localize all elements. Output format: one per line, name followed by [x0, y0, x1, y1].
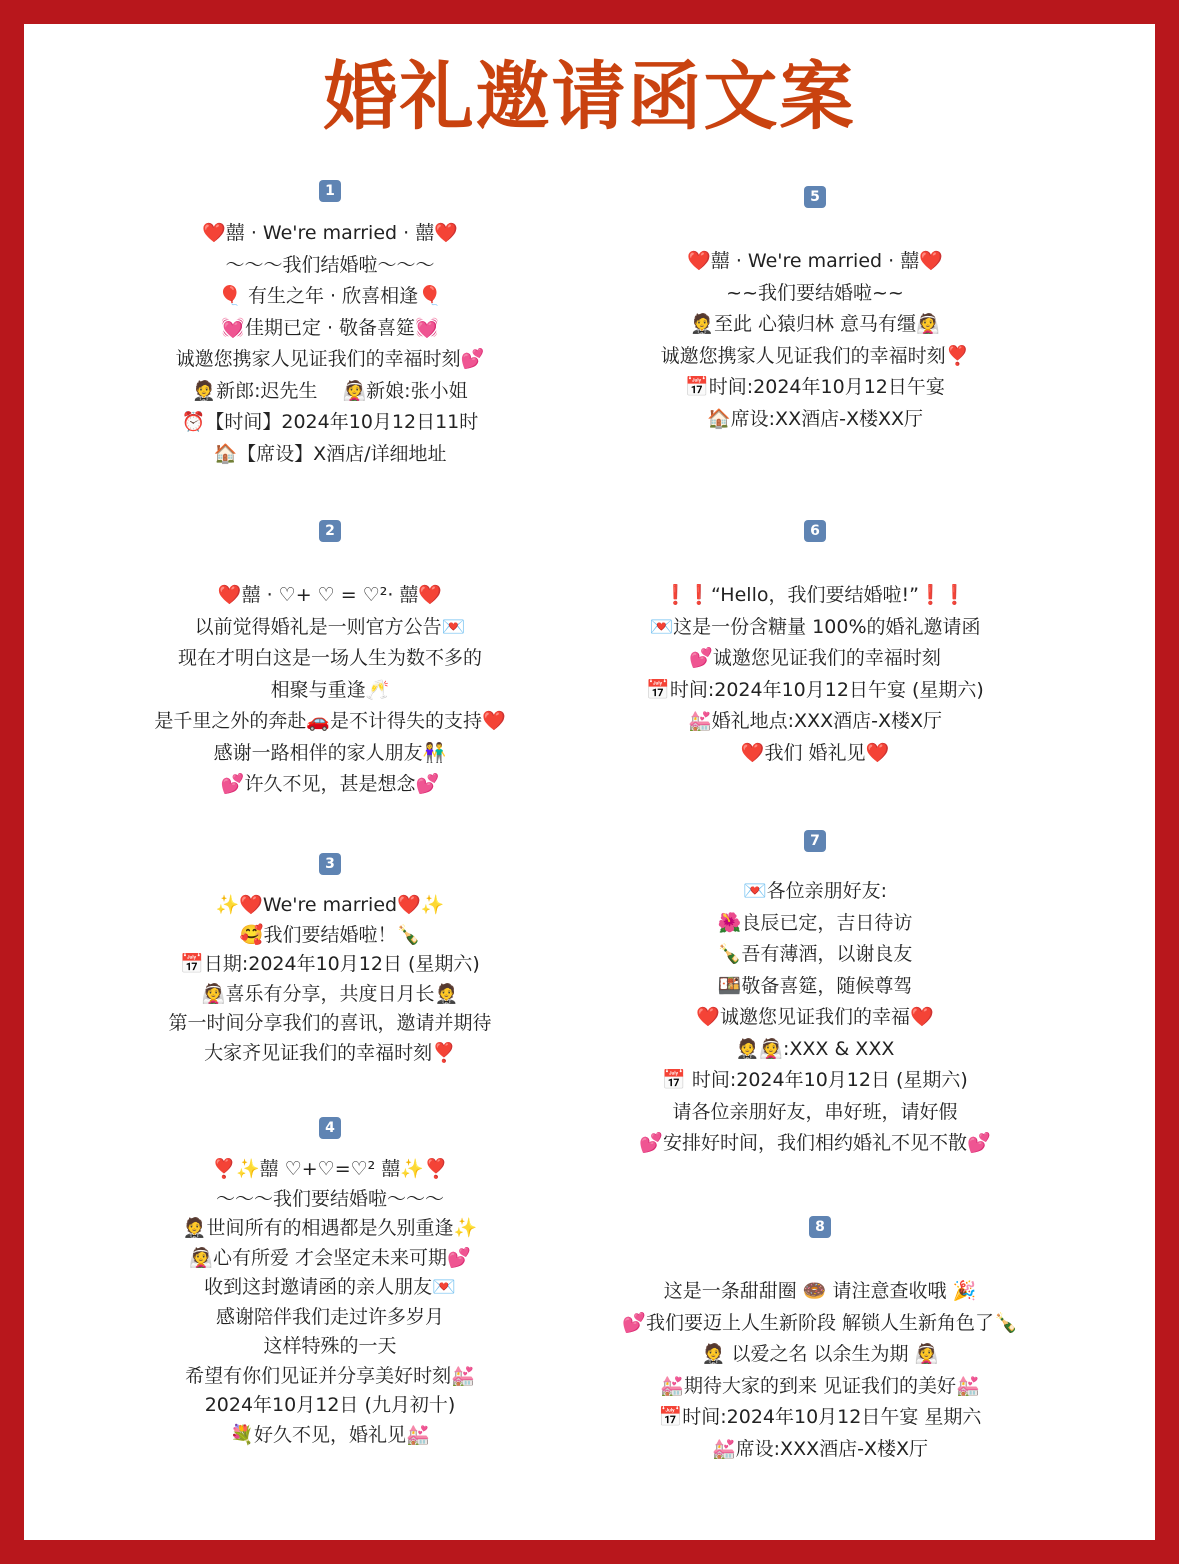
- text-line: 📅 时间:2024年10月12日 (星期六): [662, 1069, 968, 1091]
- text-line: 请各位亲朋好友，串好班，请好假: [672, 1100, 958, 1123]
- number-badge: 5: [804, 186, 826, 208]
- text-line: 🏠【席设】X酒店/详细地址: [213, 442, 447, 465]
- text-line: 📅时间:2024年10月12日午宴 星期六: [658, 1406, 982, 1428]
- text-line: ～～～我们结婚啦～～～: [225, 253, 435, 276]
- text-line: 收到这封邀请函的亲人朋友💌: [204, 1276, 456, 1298]
- text-line: ✨❤️We're married❤️✨: [215, 894, 445, 916]
- text-line: ❤️诚邀您见证我们的幸福❤️: [696, 1006, 934, 1028]
- text-line: ⏰【时间】2024年10月12日11时: [181, 411, 479, 433]
- number-badge: 6: [804, 520, 826, 542]
- text-line: 2024年10月12日 (九月初十): [204, 1394, 456, 1416]
- text-line: 相聚与重逢🥂: [270, 678, 390, 701]
- text-line: 📅日期:2024年10月12日 (星期六): [180, 953, 480, 975]
- number-badge: 8: [809, 1216, 831, 1238]
- text-line: 这样特殊的一天: [263, 1335, 397, 1357]
- text-line: 💒期待大家的到来 见证我们的美好💒: [660, 1374, 980, 1397]
- text-line: 🤵👰:XXX & XXX: [735, 1037, 895, 1060]
- invitation-text-4: [130, 1117, 530, 1450]
- invitation-text-1: [130, 180, 530, 470]
- text-line: ❤️囍 · We're married · 囍❤️: [687, 250, 943, 272]
- text-line: 🍱敬备喜筵，随候尊驾: [717, 974, 913, 997]
- invitation-text-3: [130, 853, 530, 1068]
- text-line: ❤️囍 · ♡+ ♡ = ♡²· 囍❤️: [217, 584, 443, 606]
- text-line: ❤️囍 · We're married · 囍❤️: [202, 222, 458, 244]
- text-line: 💒婚礼地点:XXX酒店-X楼X厅: [688, 710, 942, 732]
- number-badge: 2: [319, 520, 341, 542]
- text-line: 🎈 有生之年 · 欣喜相逢🎈: [218, 285, 442, 307]
- text-line: 诚邀您携家人见证我们的幸福时刻❣️: [660, 344, 970, 367]
- text-line: 💕许久不见，甚是想念💕: [220, 773, 440, 795]
- text-line: 💐好久不见，婚礼见💒: [230, 1423, 430, 1446]
- text-line: 💕诚邀您见证我们的幸福时刻: [689, 647, 941, 669]
- text-line: 希望有你们见证并分享美好时刻💒: [185, 1364, 475, 1387]
- text-line: 🤵新郎:迟先生 👰新娘:张小姐: [192, 379, 468, 402]
- number-badge: 1: [319, 180, 341, 202]
- text-line: ～～～我们要结婚啦～～～: [215, 1187, 444, 1210]
- text-line: ❤️我们 婚礼见❤️: [740, 741, 890, 764]
- text-line: 感谢一路相伴的家人朋友👫: [213, 741, 447, 764]
- text-line: 诚邀您携家人见证我们的幸福时刻💕: [175, 348, 485, 370]
- text-line: 🏠席设:XX酒店-X楼XX厅: [707, 407, 923, 430]
- text-line: 💌这是一份含糖量 100%的婚礼邀请函: [649, 615, 981, 638]
- text-line: 📅时间:2024年10月12日午宴: [685, 376, 945, 398]
- text-line: 🍾吾有薄酒，以谢良友: [717, 943, 913, 965]
- invitation-text-2: [130, 520, 530, 801]
- text-line: 👰喜乐有分享，共度日月长🤵: [201, 982, 459, 1005]
- text-line: 🤵 以爱之名 以余生为期 👰: [701, 1343, 939, 1365]
- text-line: 📅时间:2024年10月12日午宴 (星期六): [646, 678, 984, 701]
- invitation-text-5: [610, 186, 1020, 435]
- number-badge: 7: [804, 830, 826, 852]
- number-badge: 4: [319, 1117, 341, 1139]
- page-title: 婚礼邀请函文案: [323, 54, 856, 140]
- text-line: 💕我们要迈上人生新阶段 解锁人生新角色了🍾: [622, 1311, 1018, 1334]
- text-line: 🤵世间所有的相遇都是久别重逢✨: [182, 1217, 478, 1239]
- text-line: 第一时间分享我们的喜讯，邀请并期待: [168, 1012, 492, 1034]
- text-line: 💓佳期已定 · 敬备喜筵💓: [221, 316, 439, 339]
- text-line: 🤵至此 心猿归林 意马有缰👰: [690, 313, 940, 335]
- text-line: 大家齐见证我们的幸福时刻❣️: [204, 1041, 456, 1064]
- text-line: 现在才明白这是一场人生为数不多的: [177, 647, 482, 669]
- text-line: ❗❗“Hello，我们要结婚啦!”❗❗: [663, 584, 967, 606]
- text-line: 这是一条甜甜圈 🍩 请注意查收哦 🎉: [663, 1280, 977, 1302]
- invitation-text-6: [610, 520, 1020, 769]
- invitation-text-8: [610, 1216, 1030, 1465]
- number-badge: 3: [319, 853, 341, 875]
- text-line: 以前觉得婚礼是一则官方公告💌: [194, 615, 466, 638]
- text-line: 🌺良辰已定，吉日待访: [717, 911, 913, 934]
- text-line: ~~我们要结婚啦~~: [726, 281, 904, 304]
- text-line: ❣️✨囍 ♡+♡=♡² 囍✨❣️: [212, 1158, 448, 1180]
- invitation-text-7: [610, 830, 1020, 1160]
- text-line: 🥰我们要结婚啦！🍾: [239, 923, 421, 946]
- text-line: 💌各位亲朋好友:: [742, 880, 888, 902]
- text-line: 👰心有所爱 才会坚定未来可期💕: [189, 1246, 471, 1269]
- text-line: 是千里之外的奔赴🚗是不计得失的支持❤️: [154, 710, 506, 732]
- text-line: 💒席设:XXX酒店-X楼X厅: [712, 1437, 928, 1460]
- text-line: 💕安排好时间，我们相约婚礼不见不散💕: [639, 1132, 991, 1154]
- text-line: 感谢陪伴我们走过许多岁月: [215, 1305, 444, 1328]
